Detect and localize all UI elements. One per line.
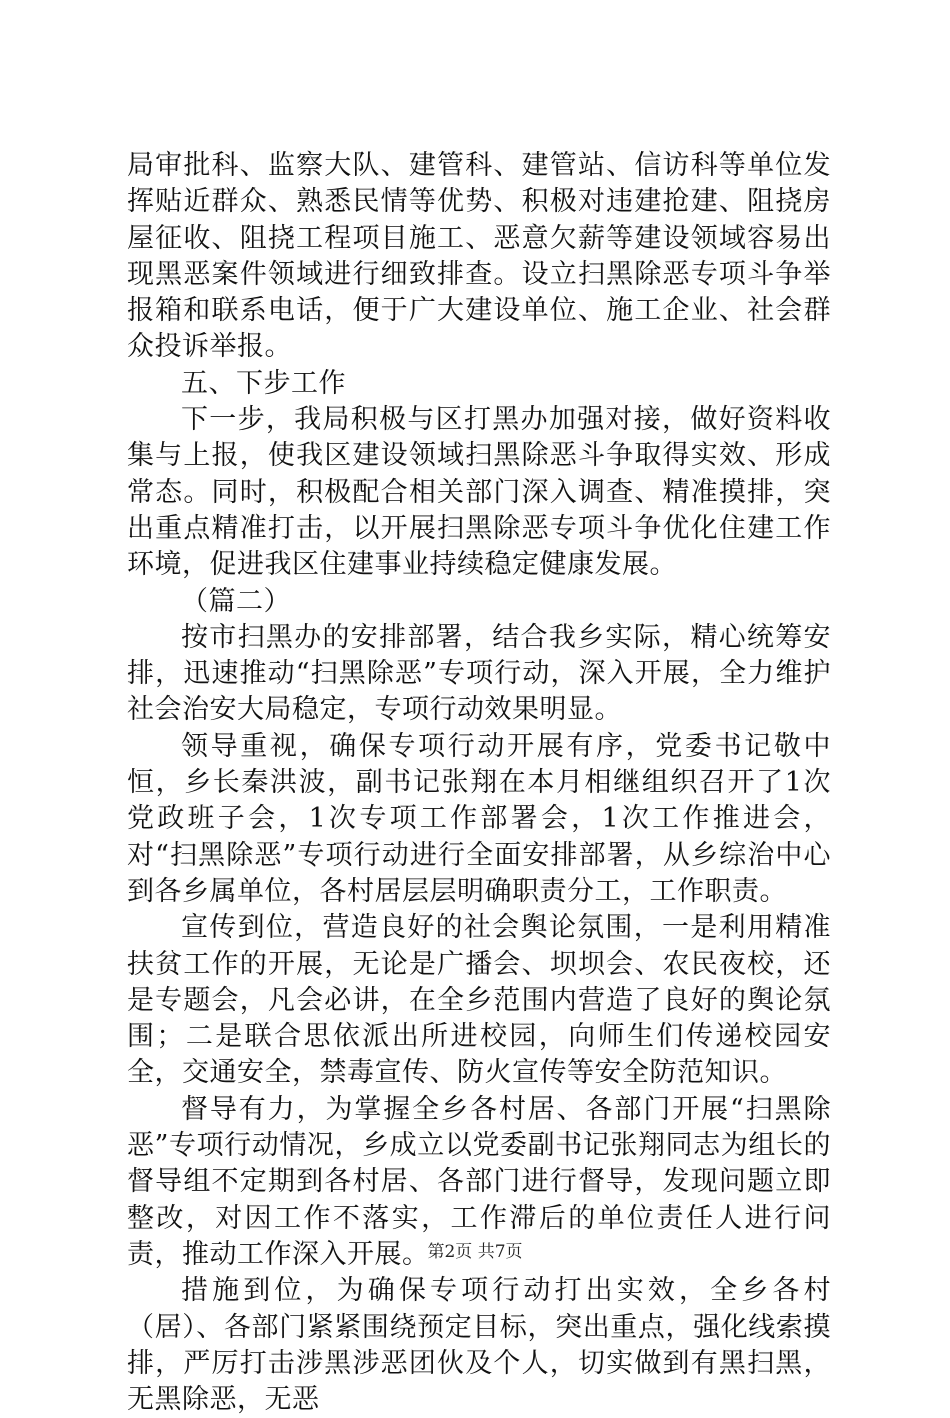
paragraph: 按市扫黑办的安排部署，结合我乡实际，精心统筹安排，迅速推动“扫黑除恶”专项行动，深入开展，全力维护社会治安大局稳定，专项行动效果明显。 (127, 621, 831, 726)
section-heading: 五、下步工作 (181, 367, 346, 399)
document-body (127, 148, 831, 1418)
page-footer (0, 1237, 950, 1262)
paragraph: 措施到位，为确保专项行动打出实效，全乡各村（居）、各部门紧紧围绕预定目标，突出重点，强化线索摸排，严厉打击涉黑涉恶团伙及个人，切实做到有黑扫黑，无黑除恶，无恶 (127, 1275, 831, 1416)
part-heading: （篇二） (181, 585, 291, 617)
page-number: 第2页 共7页 (427, 1242, 523, 1262)
paragraph: 领导重视，确保专项行动开展有序，党委书记敬中恒，乡长秦洪波，副书记张翔在本月相继组织召开了1次党政班子会，1次专项工作部署会，1次工作推进会，对“扫黑除恶”专项行动进行全面安排部署，从乡综治中心到各乡属单位，各村居层层明确职责分工，工作职责。 (127, 730, 831, 907)
paragraph: 督导有力，为掌握全乡各村居、各部门开展“扫黑除恶”专项行动情况，乡成立以党委副书记张翔同志为组长的督导组不定期到各村居、各部门进行督导，发现问题立即整改，对因工作不落实，工作滞后的单位责任人进行问责，推动工作深入开展。 (127, 1093, 831, 1270)
paragraph: 宣传到位，营造良好的社会舆论氛围，一是利用精准扶贫工作的开展，无论是广播会、坝坝会、农民夜校，还是专题会，凡会必讲，在全乡范围内营造了良好的舆论氛围；二是联合思依派出所进校园，向师生们传递校园安全，交通安全，禁毒宣传、防火宣传等安全防范知识。 (127, 912, 831, 1089)
paragraph: 局审批科、监察大队、建管科、建管站、信访科等单位发挥贴近群众、熟悉民情等优势、积极对违建抢建、阻挠房屋征收、阻挠工程项目施工、恶意欠薪等建设领域容易出现黑恶案件领域进行细致排查。设立扫黑除恶专项斗争举报箱和联系电话，便于广大建设单位、施工企业、社会群众投诉举报。 (127, 150, 831, 363)
paragraph: 下一步，我局积极与区打黑办加强对接，做好资料收集与上报，使我区建设领域扫黑除恶斗争取得实效、形成常态。同时，积极配合相关部门深入调查、精准摸排，突出重点精准打击，以开展扫黑除恶专项斗争优化住建工作环境，促进我区住建事业持续稳定健康发展。 (127, 404, 831, 581)
